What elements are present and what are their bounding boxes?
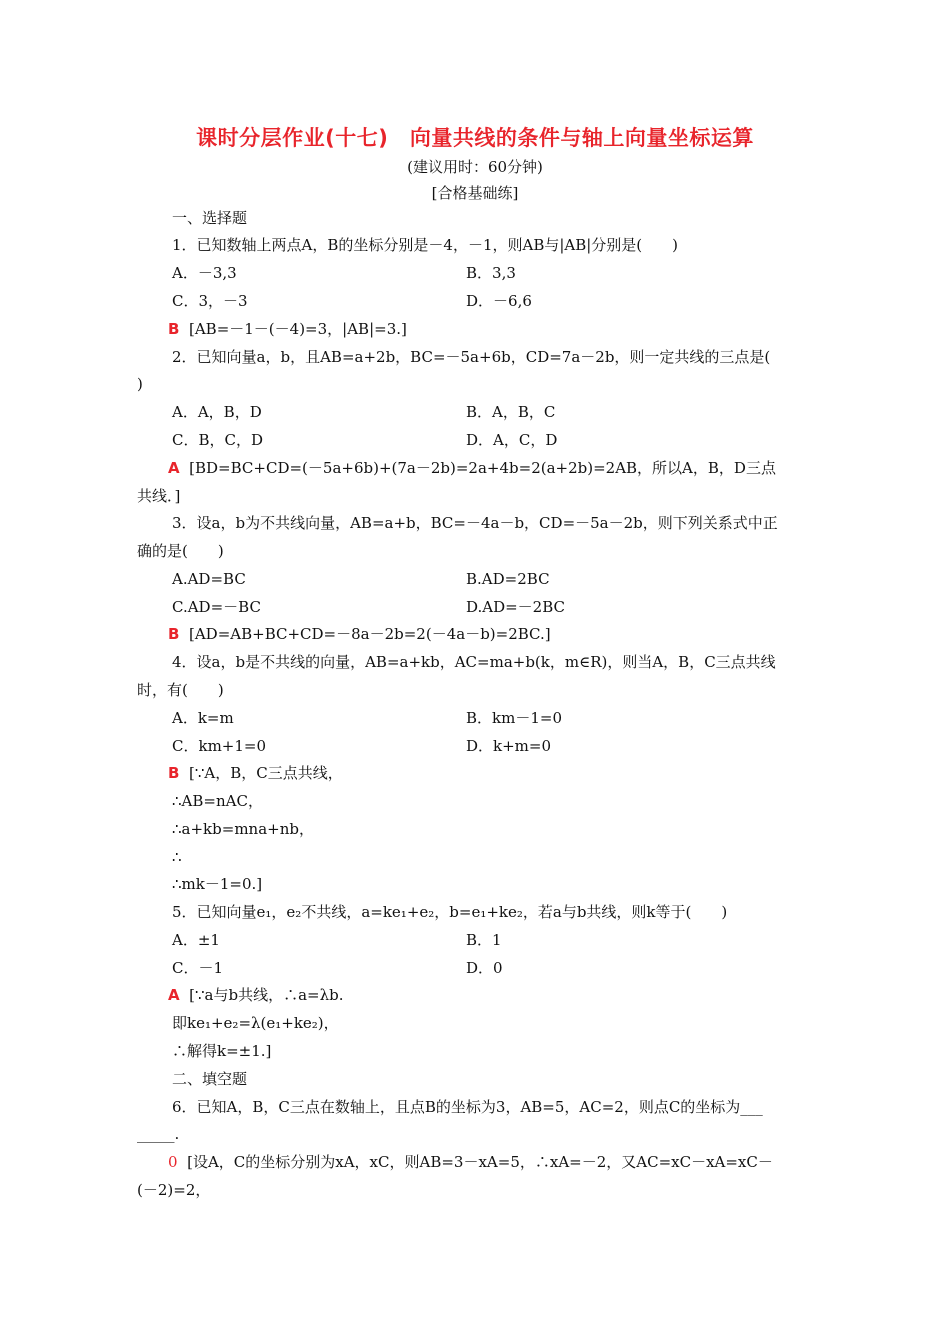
q3-option-a: A.AD=BC [172, 570, 246, 588]
level-label: [合格基础练] [431, 184, 519, 202]
q1-answer: B [168, 320, 180, 338]
q2-stem: 2．已知向量a，b，且AB=a+2b，BC=－5a+6b，CD=7a－2b，则一定共线的三点是( [172, 348, 771, 366]
q2-explanation: [BD=BC+CD=(－5a+6b)+(7a－2b)=2a+4b=2(a+2b)=2AB，所以A，B，D三点 [189, 459, 776, 477]
q3-stem: 3．设a，b为不共线向量，AB=a+b，BC=－4a－b，CD=－5a－2b，则下列关系式中正 [172, 514, 778, 532]
q2-explanation-cont: 共线．] [137, 487, 181, 505]
q4-answer: B [168, 764, 180, 782]
q6-explanation: [设A，C的坐标分别为xA，xC，则AB=3－xA=5，∴xA=－2，又AC=xC－xA=xC－ [187, 1153, 773, 1171]
q5-option-a: A．±1 [172, 931, 220, 949]
q4-answer-line [168, 763, 343, 783]
q3-option-d: D.AD=－2BC [466, 598, 566, 616]
q5-option-b: B．1 [466, 931, 502, 949]
q6-stem-cont: _____. [137, 1125, 180, 1143]
q1-option-d: D．－6,6 [466, 292, 532, 310]
q3-option-b: B.AD=2BC [466, 570, 550, 588]
q3-option-c: C.AD=－BC [172, 598, 261, 616]
q2-option-a: A．A，B，D [172, 403, 262, 421]
q5-answer: A [168, 986, 180, 1004]
q5-option-c: C．－1 [172, 959, 224, 977]
q5-explanation: [∵a与b共线，∴a=λb. [189, 986, 344, 1004]
q2-answer: A [168, 459, 180, 477]
q2-option-d: D．A，C，D [466, 431, 558, 449]
q5-explanation-2: 即ke₁+e₂=λ(e₁+ke₂)， [172, 1014, 339, 1032]
q1-answer-line [168, 319, 407, 339]
q2-option-b: B．A，B，C [466, 403, 556, 421]
q5-answer-line [168, 985, 344, 1005]
q2-answer-line [168, 458, 776, 478]
suggested-time: (建议用时：60分钟) [407, 158, 543, 176]
q6-explanation-cont: (－2)=2， [137, 1181, 211, 1199]
q3-answer: B [168, 625, 180, 643]
q4-explanation-5: ∴mk－1=0.] [172, 875, 263, 893]
section-heading-fill: 二、填空题 [172, 1070, 248, 1088]
q3-stem-cont: 确的是( ) [137, 542, 224, 560]
q4-explanation-2: ∴AB=nAC， [172, 792, 263, 810]
q4-option-c: C．km+1=0 [172, 737, 267, 755]
q4-explanation-3: ∴a+kb=mna+nb， [172, 820, 314, 838]
q5-explanation-3: ∴解得k=±1.] [172, 1042, 272, 1060]
q1-option-b: B．3,3 [466, 264, 516, 282]
q4-option-d: D．k+m=0 [466, 737, 552, 755]
q6-answer: 0 [168, 1153, 178, 1171]
q4-explanation: [∵A，B，C三点共线， [188, 764, 343, 782]
q3-explanation: [AD=AB+BC+CD=－8a－2b=2(－4a－b)=2BC.] [188, 625, 551, 643]
q1-option-c: C．3，－3 [172, 292, 248, 310]
q1-stem: 1．已知数轴上两点A，B的坐标分别是－4，－1，则AB与|AB|分别是( ) [172, 236, 679, 254]
q5-stem: 5．已知向量e₁，e₂不共线，a=ke₁+e₂，b=e₁+ke₂，若a与b共线，则k等于( ) [172, 903, 728, 921]
q6-stem: 6．已知A，B，C三点在数轴上，且点B的坐标为3，AB=5，AC=2，则点C的坐标为___ [172, 1098, 763, 1116]
q4-option-b: B．km－1=0 [466, 709, 562, 727]
q4-stem-cont: 时，有( ) [137, 681, 224, 699]
q4-stem: 4．设a，b是不共线的向量，AB=a+kb，AC=ma+b(k，m∈R)，则当A，B，C三点共线 [172, 653, 776, 671]
q1-option-a: A．－3,3 [172, 264, 237, 282]
page-title: 课时分层作业(十七) 向量共线的条件与轴上向量坐标运算 [196, 126, 754, 150]
q1-explanation: [AB=－1－(－4)=3，|AB|=3.] [188, 320, 407, 338]
q4-explanation-4: ∴ [172, 848, 182, 866]
section-heading-choice: 一、选择题 [172, 209, 248, 227]
q2-option-c: C．B，C，D [172, 431, 264, 449]
q4-option-a: A．k=m [172, 709, 234, 727]
q6-answer-line [168, 1152, 773, 1172]
q2-stem-cont: ) [137, 375, 143, 393]
q5-option-d: D．0 [466, 959, 503, 977]
q3-answer-line [168, 624, 551, 644]
